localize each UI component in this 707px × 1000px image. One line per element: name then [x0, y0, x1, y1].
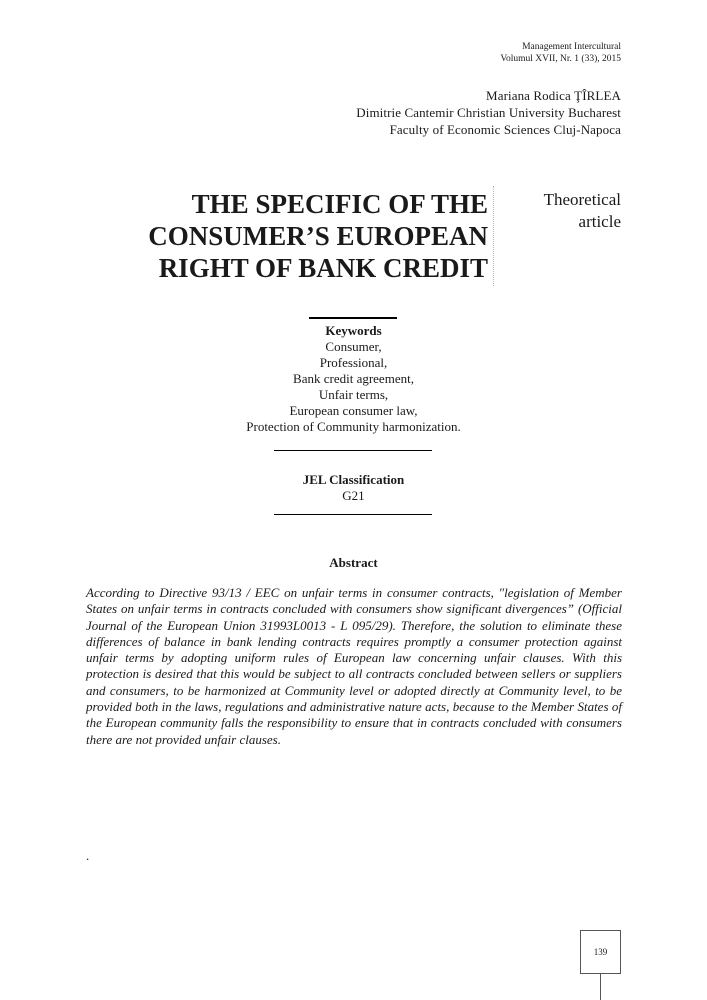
title-line: RIGHT OF BANK CREDIT: [158, 253, 488, 283]
paper-title: [86, 188, 488, 284]
jel-code: G21: [342, 488, 365, 503]
jel-bottom-rule: [274, 514, 432, 515]
journal-name: Management Intercultural: [522, 42, 621, 52]
jel-section: [0, 472, 707, 504]
keyword-item: Protection of Community harmonization.: [246, 419, 461, 434]
author-affiliation-university: Dimitrie Cantemir Christian University Bucharest: [356, 105, 621, 120]
keywords-section: [0, 323, 707, 435]
title-line: THE SPECIFIC OF THE: [191, 189, 488, 219]
article-type: [511, 189, 621, 233]
title-divider: [493, 186, 494, 286]
stray-mark: .: [86, 848, 90, 863]
author-block: [356, 87, 621, 138]
page-number-tail: [600, 974, 601, 1000]
title-line: CONSUMER’S EUROPEAN: [148, 221, 488, 251]
keywords-heading: Keywords: [325, 323, 382, 338]
abstract-text: According to Directive 93/13 / EEC on unfair terms in consumer contracts, "legislation of Member States on unfair terms in contracts concluded with consumers show significant divergences” (Official Journal of the European Union 31993L0013 - L 095/29). Therefore, the solution to eliminate these differences of balance in bank lending contracts requires promptly a consumer protection against unfair terms by adopting uniform rules of European law concerning unfair clauses. With this protection is desired that this would be subject to all contracts concluded between sellers or suppliers and consumers, to be harmonized at Community level or adopted directly at Community level, to be provided both in the laws, regulations and administrative nature acts, because to the Member States of the European community falls the responsibility to ensure that in contracts concluded with consumers there are not provided unfair clauses.: [86, 585, 622, 747]
keyword-item: Unfair terms,: [318, 387, 389, 402]
keyword-item: European consumer law,: [289, 403, 418, 418]
journal-header: [500, 41, 621, 65]
abstract-heading: Abstract: [329, 555, 378, 570]
page-number: 139: [593, 947, 608, 957]
keyword-item: Bank credit agreement,: [293, 371, 414, 386]
article-type-line: article: [578, 212, 621, 231]
keyword-item: Professional,: [319, 355, 388, 370]
jel-heading: JEL Classification: [302, 472, 405, 487]
author-affiliation-faculty: Faculty of Economic Sciences Cluj-Napoca: [389, 122, 621, 137]
article-type-line: Theoretical: [543, 190, 621, 209]
journal-volume: Volumul XVII, Nr. 1 (33), 2015: [500, 54, 621, 64]
keywords-top-rule: [309, 317, 397, 319]
author-name: Mariana Rodica ŢÎRLEA: [486, 88, 621, 103]
page-number-box: [580, 930, 621, 974]
keywords-bottom-rule: [274, 450, 432, 451]
keyword-item: Consumer,: [325, 339, 382, 354]
